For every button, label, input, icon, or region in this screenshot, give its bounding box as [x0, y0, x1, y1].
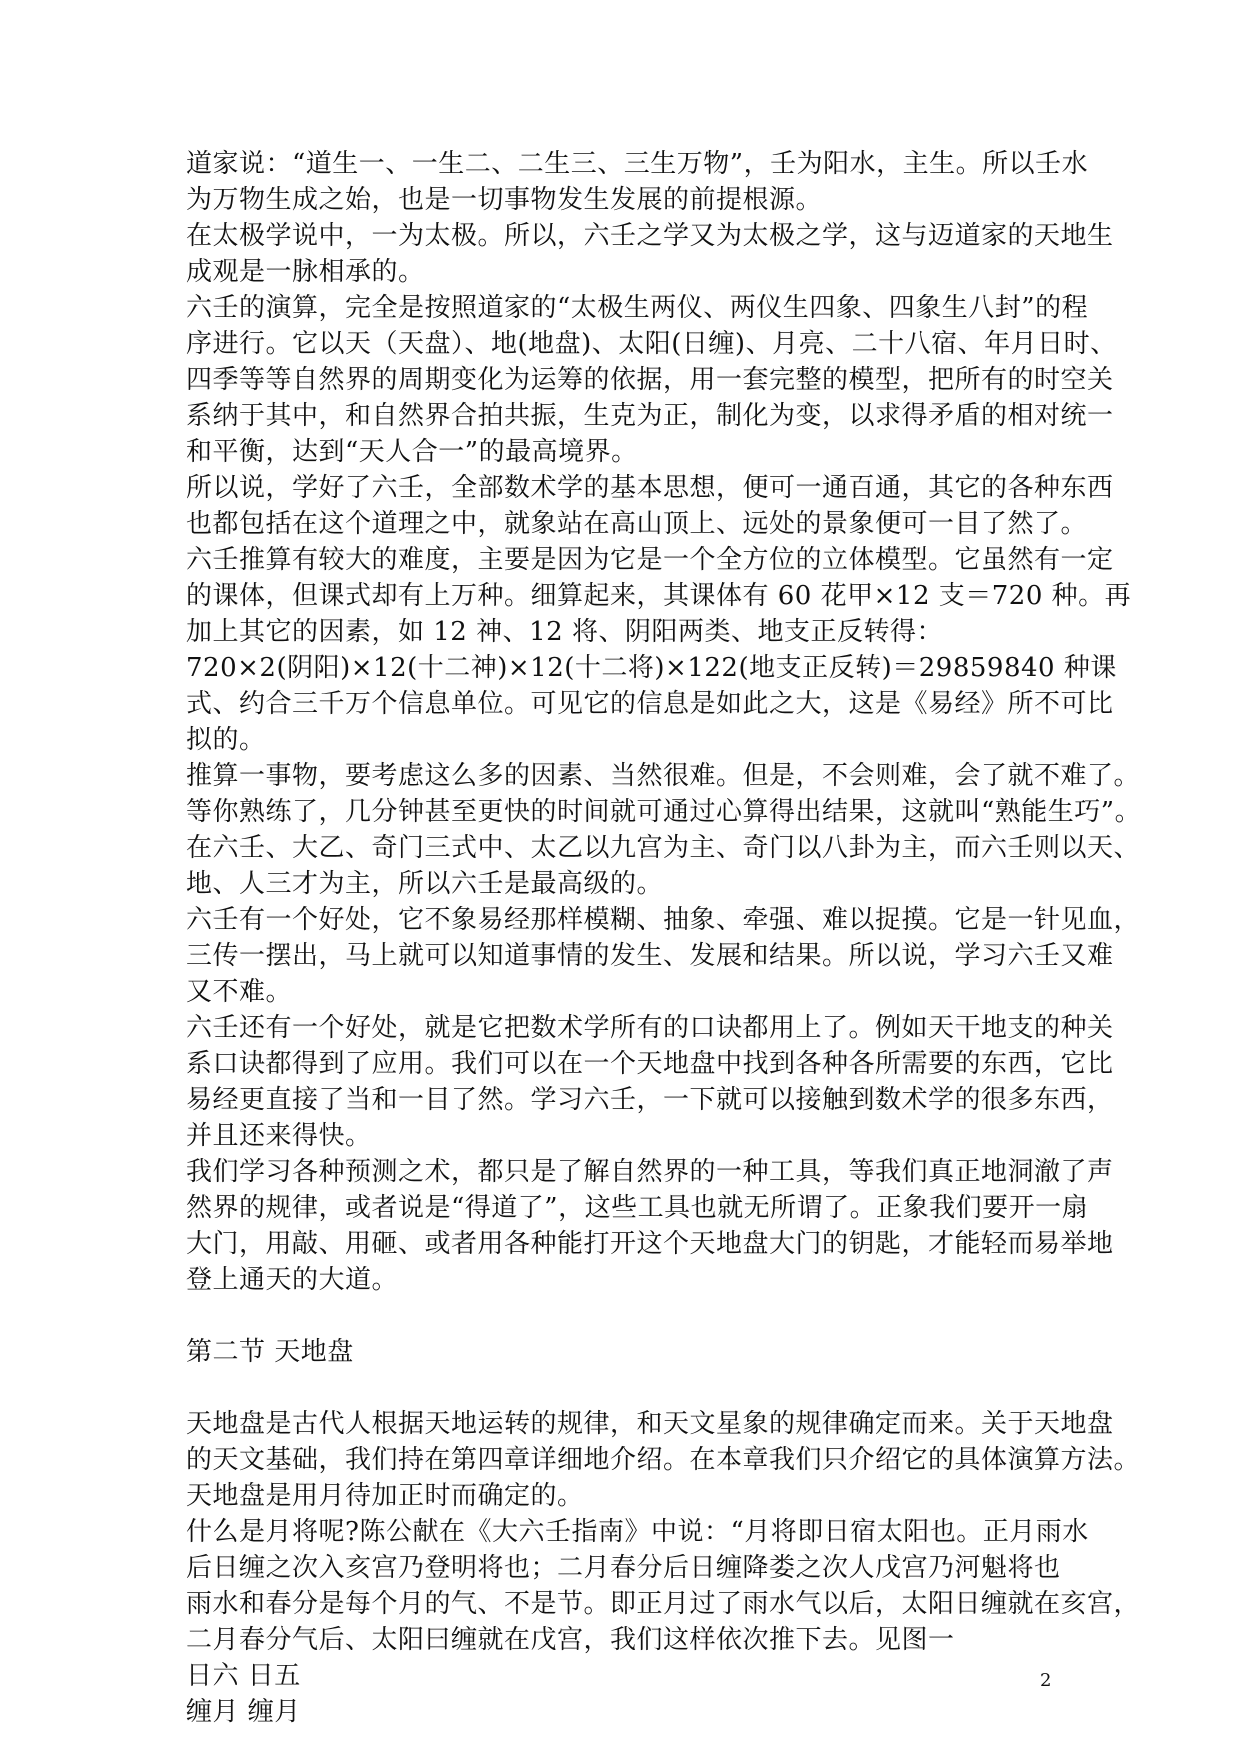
- section-line: 后日缠之次入亥宫乃登明将也；二月春分后日缠降娄之次人戊宫乃河魁将也: [186, 1553, 1061, 1583]
- page-number: 2: [1040, 1670, 1052, 1691]
- paragraph-line: 式、约合三千万个信息单位。可见它的信息是如此之大，这是《易经》所不可比: [186, 689, 1114, 719]
- paragraph-line: 六壬有一个好处，它不象易经那样模糊、抽象、牵强、难以捉摸。它是一针见血，: [186, 905, 1141, 935]
- paragraph-line: 加上其它的因素，如 12 神、12 将、阴阳两类、地支正反转得：: [186, 617, 943, 647]
- paragraph-line: 登上通天的大道。: [186, 1265, 399, 1295]
- paragraph-line: 和平衡，达到“天人合一”的最高境界。: [186, 437, 638, 467]
- paragraph-line: 为万物生成之始，也是一切事物发生发展的前提根源。: [186, 185, 823, 215]
- paragraph-line: 六壬还有一个好处，就是它把数术学所有的口诀都用上了。例如天干地支的种关: [186, 1013, 1114, 1043]
- paragraph-line: 系纳于其中，和自然界合拍共振，生克为正，制化为变，以求得矛盾的相对统一: [186, 401, 1114, 431]
- section-line: 天地盘是古代人根据天地运转的规律，和天文星象的规律确定而来。关于天地盘: [186, 1409, 1114, 1439]
- paragraph-line: 在六壬、大乙、奇门三式中、太乙以九宫为主、奇门以八卦为主，而六壬则以天、: [186, 833, 1141, 863]
- paragraph-line: 在太极学说中，一为太极。所以，六壬之学又为太极之学，这与迈道家的天地生: [186, 221, 1114, 251]
- paragraph-line: 也都包括在这个道理之中，就象站在高山顶上、远处的景象便可一目了然了。: [186, 509, 1088, 539]
- section-line: 什么是月将呢?陈公献在《大六壬指南》中说：“月将即日宿太阳也。正月雨水: [186, 1517, 1089, 1547]
- paragraph-line: 序进行。它以天（天盘）、地(地盘)、太阳(日缠)、月亮、二十八宿、年月日时、: [186, 329, 1117, 359]
- document-body: [186, 146, 1142, 1730]
- paragraph-line: 所以说，学好了六壬，全部数术学的基本思想，便可一通百通，其它的各种东西: [186, 473, 1114, 503]
- paragraph-line: 的课体，但课式却有上万种。细算起来，其课体有 60 花甲×12 支＝720 种。再: [186, 581, 1132, 611]
- paragraph-line: 六壬的演算，完全是按照道家的“太极生两仪、两仪生四象、四象生八封”的程: [186, 293, 1089, 323]
- section-line: 缠月 缠月: [186, 1697, 301, 1727]
- section-line: 天地盘是用月待加正时而确定的。: [186, 1481, 584, 1511]
- paragraph-line: 推算一事物，要考虑这么多的因素、当然很难。但是，不会则难，会了就不难了。: [186, 761, 1141, 791]
- paragraph-line: 成观是一脉相承的。: [186, 257, 425, 287]
- paragraph-line: 三传一摆出，马上就可以知道事情的发生、发展和结果。所以说，学习六壬又难: [186, 941, 1114, 971]
- blank-line: [186, 1298, 1066, 1334]
- section-line: 日六 日五: [186, 1661, 301, 1691]
- paragraph-line: 等你熟练了，几分钟甚至更快的时间就可通过心算得出结果，这就叫“熟能生巧”。: [186, 797, 1142, 827]
- blank-line: [186, 1370, 1066, 1406]
- paragraph-line: 又不难。: [186, 977, 293, 1007]
- paragraph-line: 并且还来得快。: [186, 1121, 372, 1151]
- section-line: 雨水和春分是每个月的气、不是节。即正月过了雨水气以后，太阳日缠就在亥宫，: [186, 1589, 1141, 1619]
- paragraph-line: 道家说：“道生一、一生二、二生三、三生万物”，壬为阳水，主生。所以壬水: [186, 149, 1089, 179]
- paragraph-line: 我们学习各种预测之术，都只是了解自然界的一种工具，等我们真正地洞澈了声: [186, 1157, 1114, 1187]
- paragraph-line: 大门，用敲、用砸、或者用各种能打开这个天地盘大门的钥匙，才能轻而易举地: [186, 1229, 1114, 1259]
- paragraph-line: 易经更直接了当和一目了然。学习六壬，一下就可以接触到数术学的很多东西，: [186, 1085, 1114, 1115]
- section-line: 的天文基础，我们持在第四章详细地介绍。在本章我们只介绍它的具体演算方法。: [186, 1445, 1141, 1475]
- paragraph-line: 四季等等自然界的周期变化为运筹的依据，用一套完整的模型，把所有的时空关: [186, 365, 1114, 395]
- paragraph-line: 六壬推算有较大的难度，主要是因为它是一个全方位的立体模型。它虽然有一定: [186, 545, 1114, 575]
- paragraph-line: 然界的规律，或者说是“得道了”，这些工具也就无所谓了。正象我们要开一扇: [186, 1193, 1089, 1223]
- paragraph-line: 地、人三才为主，所以六壬是最高级的。: [186, 869, 664, 899]
- paragraph-line: 系口诀都得到了应用。我们可以在一个天地盘中找到各种各所需要的东西，它比: [186, 1049, 1114, 1079]
- section-line: 二月春分气后、太阳曰缠就在戊宫，我们这样依次推下去。见图一: [186, 1625, 955, 1655]
- paragraph-line: 720×2(阴阳)×12(十二神)×12(十二将)×122(地支正反转)＝29859840 种课: [186, 653, 1117, 683]
- section-heading: 第二节 天地盘: [186, 1337, 354, 1367]
- paragraph-line: 拟的。: [186, 725, 266, 755]
